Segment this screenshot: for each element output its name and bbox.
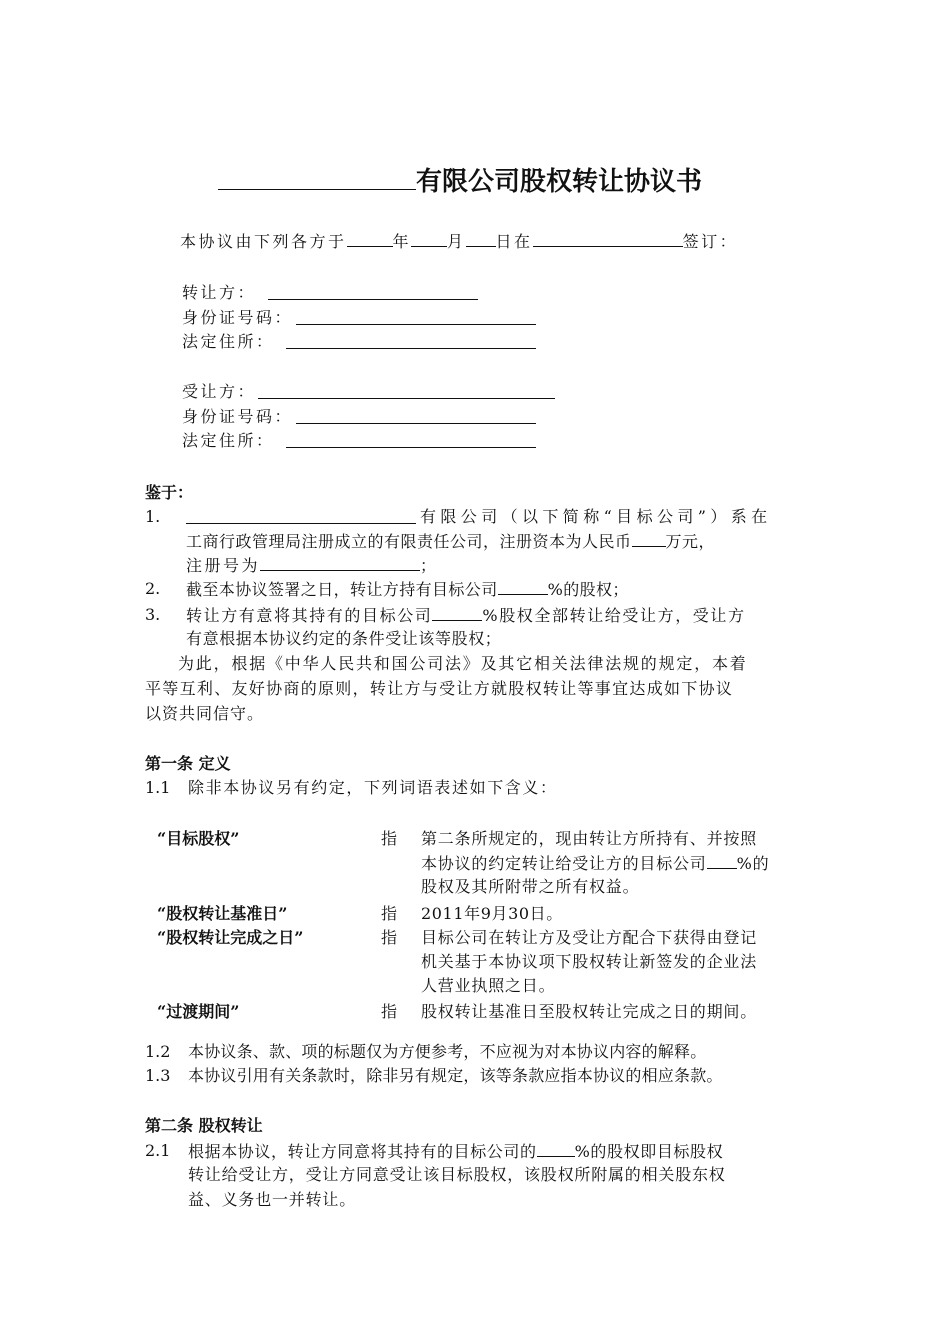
transferee-address-blank <box>286 430 536 448</box>
section-1-3-text: 本协议引用有关条款时，除非另有规定，该等条款应指本协议的相应条款。 <box>188 1066 723 1085</box>
transferee-party-row <box>182 380 256 404</box>
transferee-blank <box>258 381 555 399</box>
section-1-3-num: 1.3 <box>145 1066 171 1085</box>
section-1-1-text: 除非本协议另有约定，下列词语表述如下含义： <box>188 778 558 797</box>
whereas-item1-line3 <box>186 553 439 578</box>
whereas-para-line3: 以资共同信守。 <box>145 704 265 723</box>
transferor-address-row <box>182 330 275 354</box>
def1-line2-text: 本协议的约定转让给受让方的目标公司 <box>421 854 707 873</box>
def1-line3: 股权及其所附带之所有权益。 <box>421 877 640 896</box>
item1-regno-label: 注册号为 <box>186 556 261 575</box>
whereas-item3-num: 3. <box>145 605 161 624</box>
def-zhi-1: 指 <box>381 829 398 848</box>
s21-percent-blank <box>537 1139 575 1157</box>
transferor-id-blank <box>296 307 536 325</box>
whereas-item2-num: 2. <box>145 579 161 598</box>
s21-text: 根据本协议，转让方同意将其持有的目标公司的 <box>188 1142 537 1161</box>
intro-line <box>180 229 738 254</box>
intro-month: 月 <box>447 232 466 251</box>
document-title <box>218 163 702 199</box>
def1-percent: %的 <box>736 854 770 873</box>
capital-blank <box>632 529 666 547</box>
def-zhi-4: 指 <box>381 1002 398 1021</box>
whereas-item1-line2 <box>186 529 715 554</box>
def1-line1: 第二条所规定的，现由转让方所持有、并按照 <box>421 829 758 848</box>
section-1-1-num: 1.1 <box>145 778 171 797</box>
def3-line1: 目标公司在转让方及受让方配合下获得由登记 <box>421 928 758 947</box>
def1-line2 <box>421 851 769 876</box>
item1-capital-unit: 万元， <box>665 532 716 551</box>
whereas-item1-line1: 有限公司（以下简称“目标公司”）系在 <box>420 507 772 526</box>
def-term-transition-period: “过渡期间” <box>157 1002 240 1021</box>
place-blank <box>533 229 683 247</box>
section-2-1-line3: 益、义务也一并转让。 <box>188 1190 357 1209</box>
intro-year: 年 <box>392 232 412 251</box>
regno-blank <box>260 553 420 571</box>
title-text: 有限公司股权转让协议书 <box>416 167 703 197</box>
item3-percent-blank <box>432 603 482 621</box>
section-2-1-num: 2.1 <box>145 1141 171 1160</box>
transferor-id-label: 身份证号码： <box>182 308 294 327</box>
year-blank <box>347 229 393 247</box>
intro-prefix: 本协议由下列各方于 <box>180 232 347 251</box>
def1-percent-blank <box>707 851 737 869</box>
transferee-id-blank <box>296 406 536 424</box>
section-2-1-line1 <box>188 1139 723 1164</box>
transferor-blank <box>268 282 478 300</box>
item1-registry-text: 工商行政管理局注册成立的有限责任公司，注册资本为人民币 <box>186 532 632 551</box>
def-term-target-equity: “目标股权” <box>157 829 240 848</box>
article1-heading: 第一条 定义 <box>145 754 231 773</box>
transferee-label: 受让方： <box>182 382 257 401</box>
whereas-item2-line <box>186 577 629 602</box>
transferee-id-label: 身份证号码： <box>182 407 294 426</box>
transferor-address-label: 法定住所： <box>182 332 275 351</box>
month-blank <box>411 229 447 247</box>
transferee-address-label: 法定住所： <box>182 431 275 450</box>
company-name-blank <box>218 163 416 190</box>
transferor-party-row <box>182 281 256 305</box>
def2-line1: 2011年9月30日。 <box>421 904 563 923</box>
item3-text: 转让方有意将其持有的目标公司 <box>186 606 433 625</box>
intro-day: 日在 <box>495 232 533 251</box>
def-zhi-3: 指 <box>381 928 398 947</box>
transferee-id-row <box>182 405 293 429</box>
whereas-item3-line2: 有意根据本协议约定的条件受让该等股权； <box>186 629 502 648</box>
def-term-base-date: “股权转让基准日” <box>157 904 288 923</box>
section-1-2-num: 1.2 <box>145 1042 171 1061</box>
transferor-label: 转让方： <box>182 283 257 302</box>
whereas-para-line2: 平等互利、友好协商的原则，转让方与受让方就股权转让等事宜达成如下协议 <box>145 679 734 698</box>
item1-company-blank <box>186 506 416 524</box>
item3-text-cont: %股权全部转让给受让方，受让方 <box>482 606 746 625</box>
def3-line3: 人营业执照之日。 <box>421 976 556 995</box>
whereas-para-line1: 为此，根据《中华人民共和国公司法》及其它相关法律法规的规定，本着 <box>178 654 748 673</box>
def-zhi-2: 指 <box>381 904 398 923</box>
s21-text-cont: %的股权即目标股权 <box>574 1142 724 1161</box>
def4-line1: 股权转让基准日至股权转让完成之日的期间。 <box>421 1002 758 1021</box>
transferor-address-blank <box>286 331 536 349</box>
item2-percent-blank <box>498 577 548 595</box>
section-2-1-line2: 转让给受让方，受让方同意受让该目标股权，该股权所附属的相关股东权 <box>188 1165 726 1184</box>
section-1-2-text: 本协议条、款、项的标题仅为方便参考，不应视为对本协议内容的解释。 <box>188 1042 707 1061</box>
whereas-item1-num: 1. <box>145 507 161 526</box>
whereas-heading: 鉴于： <box>145 483 194 502</box>
def-term-completion-date: “股权转让完成之日” <box>157 928 304 947</box>
item2-text: 截至本协议签署之日，转让方持有目标公司 <box>186 580 498 599</box>
whereas-item3-line1 <box>186 603 746 628</box>
transferee-address-row <box>182 429 275 453</box>
transferor-id-row <box>182 306 293 330</box>
day-blank <box>466 229 496 247</box>
intro-suffix: 签订： <box>682 232 739 251</box>
item1-regno-end: ； <box>420 556 439 575</box>
article2-heading: 第二条 股权转让 <box>145 1116 263 1135</box>
def3-line2: 机关基于本协议项下股权转让新签发的企业法 <box>421 952 758 971</box>
item2-percent: %的股权； <box>547 580 629 599</box>
